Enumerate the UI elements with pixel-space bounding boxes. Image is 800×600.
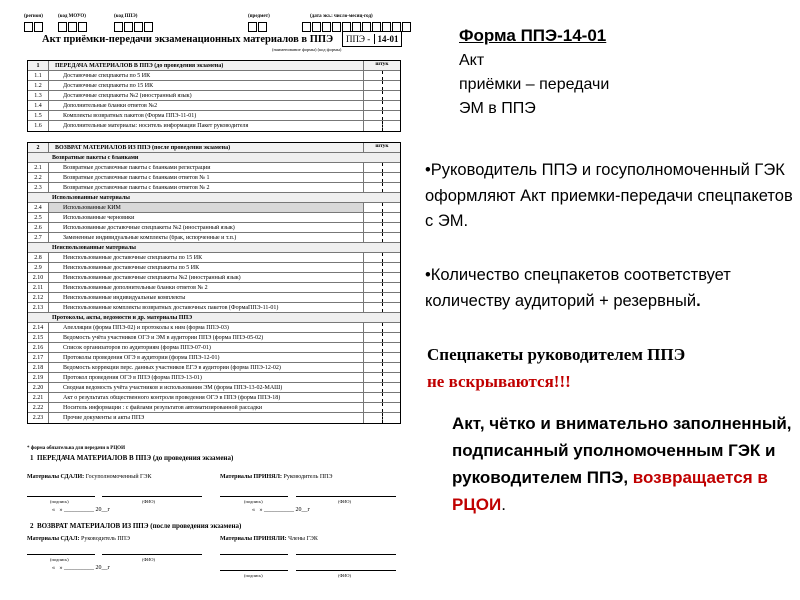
- row-number: 2.9: [28, 263, 49, 272]
- return-section-title: 2 ВОЗВРАТ МАТЕРИАЛОВ ИЗ ППЭ (после проведения экзамена): [30, 522, 242, 530]
- row-label: Использованные доставочные спецпакеты №2 (иностранный язык): [63, 224, 235, 231]
- fio-line[interactable]: [296, 570, 396, 571]
- row-number: 1.2: [28, 81, 49, 90]
- quantity-cell[interactable]: [363, 333, 400, 342]
- row-label: Неиспользованные доставочные спецпакеты по 5 ИК: [63, 264, 200, 271]
- conclusion-text: Акт, чётко и внимательно заполненный, подписанный уполномоченным ГЭК и руководителем ППЭ, возвращается в РЦОИ.: [452, 414, 792, 514]
- quantity-cell: штук: [363, 61, 400, 70]
- table-row: [28, 333, 400, 343]
- slide-subtitle-line: ЭМ в ППЭ: [459, 100, 536, 117]
- row-label: Использованные материалы: [52, 194, 130, 201]
- row-number: 2.8: [28, 253, 49, 262]
- row-label: Список организаторов по аудиториям (форма ППЭ-07-01): [63, 344, 211, 351]
- row-number: 2.19: [28, 373, 49, 382]
- quantity-cell[interactable]: [363, 403, 400, 412]
- row-label: Протоколы, акты, ведомости и др. материалы ППЭ: [52, 314, 193, 321]
- quantity-cell[interactable]: [363, 363, 400, 372]
- row-number: 2.18: [28, 363, 49, 372]
- quantity-cell[interactable]: [363, 393, 400, 402]
- row-label: Дополнительные материалы: носитель информации Пакет руководителя: [63, 123, 249, 129]
- table-row: [28, 193, 400, 203]
- transfer-section-title: 1 ПЕРЕДАЧА МАТЕРИАЛОВ В ППЭ (до проведения экзамена): [30, 454, 234, 462]
- slide-subtitle-line: приёмки – передачи: [459, 76, 610, 93]
- subject-boxes: [248, 22, 268, 31]
- slide-form-title: Форма ППЭ-14-01: [459, 26, 607, 45]
- row-label: Ведомость коррекции перс. данных участников ЕГЭ в аудитории (форма ППЭ-12-02): [63, 364, 281, 371]
- table-row: [28, 253, 400, 263]
- table-row: [28, 413, 400, 423]
- fio-caption: (ФИО): [142, 557, 156, 562]
- fio-line[interactable]: [296, 496, 396, 497]
- table-row: [28, 373, 400, 383]
- table-row: [28, 243, 400, 253]
- row-number: 2.22: [28, 403, 49, 412]
- mouo-boxes: [58, 22, 88, 31]
- quantity-cell[interactable]: [363, 203, 400, 212]
- header-label-date: (дата экз.: число-месяц-год): [310, 14, 373, 19]
- row-label: Носитель информации : с файлами результатов автоматизированной рассадки: [63, 404, 263, 411]
- quantity-cell[interactable]: [363, 303, 400, 312]
- row-number: 1.5: [28, 111, 49, 120]
- row-label: Возвратные доставочные пакеты с бланками регистрации: [63, 164, 211, 171]
- table-row: [28, 283, 400, 293]
- table-row: [28, 343, 400, 353]
- bullet-responsibility: •Руководитель ППЭ и госуполномоченный ГЭК оформляют Акт приемки-передачи спецпакетов с ЭМ.: [425, 161, 793, 230]
- quantity-cell[interactable]: [363, 253, 400, 262]
- signature-line[interactable]: [220, 496, 288, 497]
- table-row: [28, 81, 400, 91]
- quantity-cell[interactable]: [363, 71, 400, 80]
- row-label: Замененные индивидуальные комплекты (брак, испорченные и т.п.): [63, 234, 237, 241]
- region-boxes: [24, 22, 44, 31]
- row-number: 2.11: [28, 283, 49, 292]
- table-row: [28, 71, 400, 81]
- fio-caption: (ФИО): [338, 573, 352, 578]
- row-label: Протокол проведения ОГЭ в ППЭ (форма ППЭ-13-01): [63, 374, 202, 381]
- warning-line-1: Спецпакеты руководителем ППЭ: [427, 345, 686, 364]
- quantity-cell[interactable]: [363, 413, 400, 423]
- row-number: 2.21: [28, 393, 49, 402]
- table-row: [28, 353, 400, 363]
- quantity-cell[interactable]: [363, 373, 400, 382]
- table-row: [28, 121, 400, 131]
- form-note: * форма обязательна для передачи в РЦОИ: [27, 446, 125, 451]
- table-row: [28, 203, 400, 213]
- header-label-mouo: (код МОУО): [58, 14, 86, 19]
- row-number: 2.16: [28, 343, 49, 352]
- row-number: 2.12: [28, 293, 49, 302]
- signature-line[interactable]: [27, 554, 95, 555]
- row-label: Неиспользованные дополнительные бланки ответов № 2: [63, 284, 208, 291]
- quantity-cell[interactable]: [363, 163, 400, 172]
- quantity-cell[interactable]: [363, 121, 400, 131]
- row-label: Возвратные пакеты с бланками: [52, 154, 139, 161]
- form-scan: [22, 14, 405, 592]
- quantity-cell[interactable]: [363, 81, 400, 90]
- row-number: 1.4: [28, 101, 49, 110]
- date-field[interactable]: « » __________ 20__г: [52, 507, 110, 513]
- quantity-cell[interactable]: [363, 353, 400, 362]
- row-number: 2.3: [28, 183, 49, 192]
- row-number: 1.1: [28, 71, 49, 80]
- row-label: Неиспользованные материалы: [52, 244, 136, 251]
- quantity-cell[interactable]: [363, 343, 400, 352]
- row-label: Неиспользованные комплекты возвратных доставочных пакетов (ФормаППЭ-11-01): [63, 304, 279, 311]
- row-number: 2.4: [28, 203, 49, 212]
- row-number: 1.6: [28, 121, 49, 131]
- row-label: Использованные черновики: [63, 214, 135, 221]
- quantity-cell[interactable]: [363, 273, 400, 282]
- row-number: 2.13: [28, 303, 49, 312]
- table-row: [28, 163, 400, 173]
- sign-caption: (подпись): [50, 557, 69, 562]
- form-title: Акт приёмки-передачи экзаменационных материалов в ППЭ: [42, 34, 334, 45]
- return-table: [27, 142, 401, 424]
- date-field[interactable]: « » __________ 20__г: [52, 565, 110, 571]
- row-label: ВОЗВРАТ МАТЕРИАЛОВ ИЗ ППЭ (после проведения экзамена): [55, 144, 231, 151]
- sign-caption: (подпись): [50, 499, 69, 504]
- table-row: [28, 383, 400, 393]
- quantity-cell[interactable]: [363, 293, 400, 302]
- row-label: Неиспользованные доставочные спецпакеты №2 (иностранный язык): [63, 274, 241, 281]
- table-row: [28, 393, 400, 403]
- quantity-cell: штук: [363, 143, 400, 152]
- header-label-ppe: (код ППЭ): [114, 14, 138, 19]
- table-row: [28, 213, 400, 223]
- row-label: Прочие документы и акты ППЭ: [63, 415, 145, 421]
- bullet-count: •Количество спецпакетов соответствует количеству аудиторий + резервный.: [425, 266, 731, 310]
- row-label: Апелляции (форма ППЭ-02) и протоколы к ним (форма ППЭ-03): [63, 324, 229, 331]
- date-field[interactable]: « » __________ 20__г: [252, 507, 310, 513]
- row-label: Дополнительные бланки ответов №2: [63, 102, 158, 109]
- row-number: 2: [28, 143, 49, 152]
- table-row: [28, 323, 400, 333]
- quantity-cell[interactable]: [363, 233, 400, 242]
- quantity-cell[interactable]: [363, 183, 400, 192]
- row-label: Доставочные спецпакеты по 5 ИК: [63, 72, 151, 79]
- table-row: [28, 111, 400, 121]
- row-number: 2.10: [28, 273, 49, 282]
- header-label-region: (регион): [24, 14, 43, 19]
- row-number: [28, 193, 48, 202]
- signature-line[interactable]: [27, 496, 95, 497]
- fio-line[interactable]: [296, 554, 396, 555]
- row-number: 2.2: [28, 173, 49, 182]
- table-row: [28, 143, 400, 153]
- row-label: Протоколы проведения ОГЭ в аудитории (форма ППЭ-12-01): [63, 354, 220, 361]
- row-label: Комплекты возвратных пакетов (Форма ППЭ-11-01): [63, 112, 197, 119]
- row-number: [28, 243, 48, 252]
- signature-line[interactable]: [220, 570, 288, 571]
- table-row: [28, 153, 400, 163]
- row-number: 2.15: [28, 333, 49, 342]
- row-number: 2.5: [28, 213, 49, 222]
- transfer-gave: Материалы СДАЛИ: Госуполномоченный ГЭК: [27, 474, 152, 480]
- quantity-cell[interactable]: [363, 111, 400, 120]
- table-row: [28, 61, 400, 71]
- quantity-cell[interactable]: [363, 173, 400, 182]
- row-label: ПЕРЕДАЧА МАТЕРИАЛОВ В ППЭ (до проведения экзамена): [55, 62, 224, 69]
- quantity-cell[interactable]: [363, 213, 400, 222]
- sign-caption: (подпись): [244, 499, 263, 504]
- row-number: 2.23: [28, 413, 49, 423]
- form-code-right: 14-01: [374, 34, 401, 44]
- signature-line[interactable]: [220, 554, 288, 555]
- row-number: 1.3: [28, 91, 49, 100]
- fio-caption: (ФИО): [338, 499, 352, 504]
- row-number: 2.17: [28, 353, 49, 362]
- table-row: [28, 173, 400, 183]
- table-row: [28, 223, 400, 233]
- quantity-cell[interactable]: [363, 283, 400, 292]
- table-row: [28, 233, 400, 243]
- row-label: Возвратные доставочные пакеты с бланками ответов № 1: [63, 174, 210, 181]
- sign-caption: (подпись): [244, 573, 263, 578]
- form-code-box: [342, 31, 402, 47]
- table-row: [28, 363, 400, 373]
- quantity-cell[interactable]: [363, 323, 400, 332]
- row-number: 1: [28, 61, 49, 70]
- table-row: [28, 101, 400, 111]
- table-row: [28, 303, 400, 313]
- row-number: 2.1: [28, 163, 49, 172]
- row-number: 2.20: [28, 383, 49, 392]
- return-took: Материалы ПРИНЯЛИ: Члены ГЭК: [220, 536, 318, 542]
- table-row: [28, 293, 400, 303]
- row-label: Сводная ведомость учёта участников и использования ЭМ (форма ППЭ-13-02-МАШ): [63, 384, 283, 391]
- table-row: [28, 263, 400, 273]
- transfer-table: [27, 60, 401, 132]
- fio-line[interactable]: [102, 554, 202, 555]
- row-number: [28, 313, 48, 322]
- quantity-cell[interactable]: [363, 101, 400, 110]
- table-row: [28, 91, 400, 101]
- row-label: Возвратные доставочные пакеты с бланками ответов № 2: [63, 184, 210, 191]
- date-boxes: [302, 22, 412, 31]
- transfer-took: Материалы ПРИНЯЛ: Руководитель ППЭ: [220, 474, 333, 480]
- row-label: Доставочные спецпакеты по 15 ИК: [63, 82, 154, 89]
- form-caption: (наименование формы) (код формы): [272, 47, 342, 52]
- row-label: Акт о результатах общественного контроля проведения ОГЭ в ППЭ (форма ППЭ-18): [63, 394, 281, 401]
- return-gave: Материалы СДАЛ: Руководитель ППЭ: [27, 536, 130, 542]
- quantity-cell[interactable]: [363, 263, 400, 272]
- table-row: [28, 183, 400, 193]
- row-number: 2.6: [28, 223, 49, 232]
- row-label: Доставочные спецпакеты №2 (иностранный язык): [63, 92, 192, 99]
- quantity-cell[interactable]: [363, 383, 400, 392]
- fio-caption: (ФИО): [142, 499, 156, 504]
- table-row: [28, 403, 400, 413]
- warning-line-2: не вскрываются!!!: [427, 372, 571, 391]
- row-label: Неиспользованные доставочные спецпакеты по 15 ИК: [63, 254, 203, 261]
- ppe-boxes: [114, 22, 154, 31]
- row-label: Ведомость учёта участников ОГЭ и ЭМ в аудитории ППЭ (форма ППЭ-05-02): [63, 334, 264, 341]
- quantity-cell[interactable]: [363, 91, 400, 100]
- fio-line[interactable]: [102, 496, 202, 497]
- row-number: [28, 153, 48, 162]
- table-row: [28, 273, 400, 283]
- row-number: 2.14: [28, 323, 49, 332]
- slide-subtitle-line: Акт: [459, 52, 485, 69]
- row-label: Неиспользованные индивидуальные комплекты: [63, 294, 186, 301]
- quantity-cell[interactable]: [363, 223, 400, 232]
- header-label-subject: (предмет): [248, 14, 270, 19]
- row-number: 2.7: [28, 233, 49, 242]
- table-row: [28, 313, 400, 323]
- form-code-left: ППЭ -: [346, 34, 371, 44]
- row-label: Использованные КИМ: [49, 203, 363, 212]
